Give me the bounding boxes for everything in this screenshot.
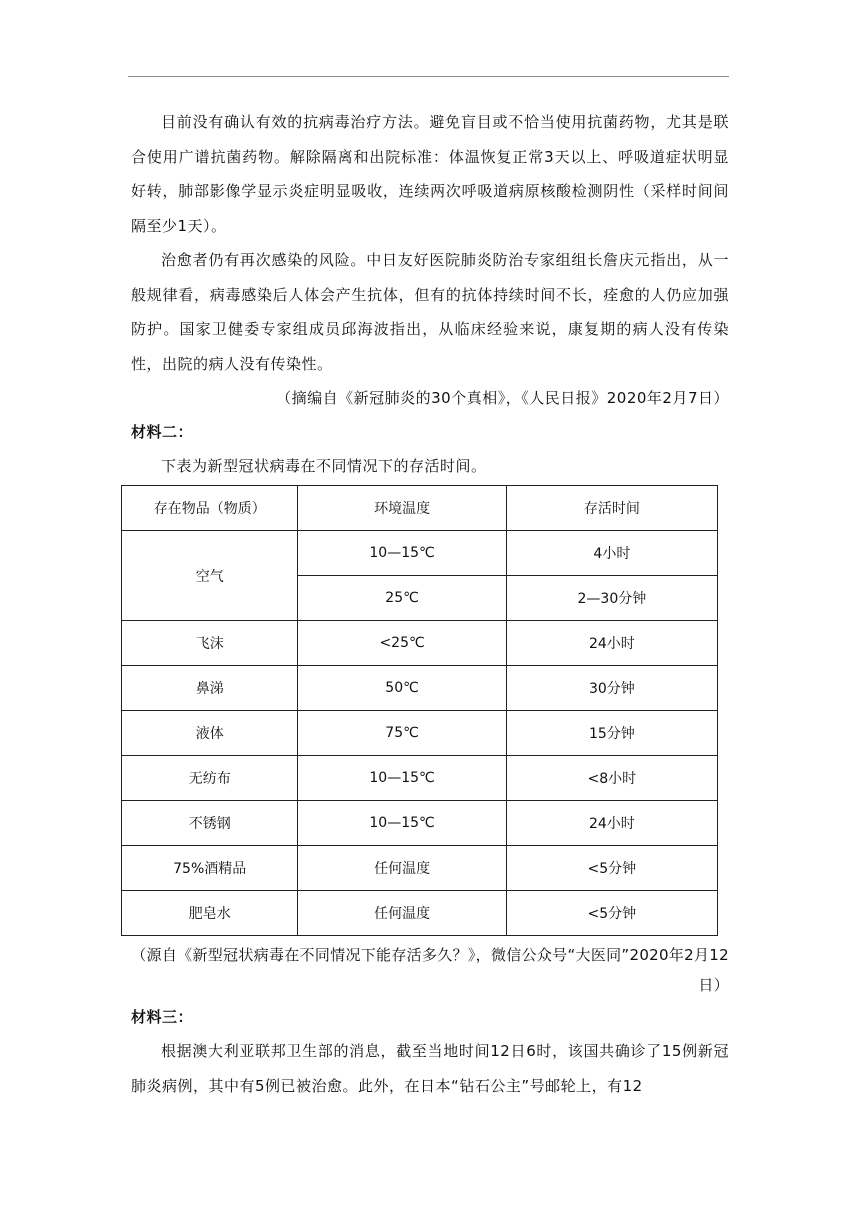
header-survival-time: 存活时间 [506,486,717,531]
cell-temp: 25℃ [298,576,506,621]
cell-item: 液体 [122,711,298,756]
cell-item: 肥皂水 [122,891,298,936]
cell-temp: 任何温度 [298,891,506,936]
cell-temp: 10—15℃ [298,531,506,576]
cell-time: <8小时 [506,756,717,801]
table-row [122,666,718,711]
table-intro: 下表为新型冠状病毒在不同情况下的存活时间。 [161,457,487,475]
cell-time: 24小时 [506,801,717,846]
cell-time: 15分钟 [506,711,717,756]
table-row [122,621,718,666]
cell-time: 4小时 [506,531,717,576]
cell-time: 24小时 [506,621,717,666]
material1-paragraph-2: 治愈者仍有再次感染的风险。中日友好医院肺炎防治专家组组长詹庆元指出，从一般规律看，病毒感染后人体会产生抗体，但有的抗体持续时间不长，痊愈的人仍应加强防护。国家卫健委专家组成员邱海波指出，从临床经验来说，康复期的病人没有传染性，出院的病人没有传染性。 [131,251,729,373]
material1-citation: （摘编自《新冠肺炎的30个真相》，《人民日报》2020年2月7日） [276,389,729,407]
cell-time: <5分钟 [506,891,717,936]
table-source: （源自《新型冠状病毒在不同情况下能存活多久？》，微信公众号“大医同”2020年2月12日） [131,946,729,994]
cell-item: 飞沫 [122,621,298,666]
header-temperature: 环境温度 [298,486,506,531]
cell-temp: <25℃ [298,621,506,666]
table-row [122,846,718,891]
cell-temp: 75℃ [298,711,506,756]
cell-temp: 10—15℃ [298,756,506,801]
header-rule [128,76,729,77]
cell-item-air: 空气 [122,531,298,621]
document-body [131,105,729,1103]
material3-paragraph: 根据澳大利亚联邦卫生部的消息，截至当地时间12日6时，该国共确诊了15例新冠肺炎病例，其中有5例已被治愈。此外，在日本“钻石公主”号邮轮上，有12 [131,1042,729,1095]
table-row [122,711,718,756]
table-row [122,801,718,846]
material3-heading: 材料三： [131,1008,194,1026]
cell-temp: 10—15℃ [298,801,506,846]
header-item: 存在物品（物质） [122,486,298,531]
cell-item: 鼻涕 [122,666,298,711]
table-row [122,531,718,576]
cell-time: 30分钟 [506,666,717,711]
cell-time: <5分钟 [506,846,717,891]
cell-item: 75%酒精品 [122,846,298,891]
cell-item: 不锈钢 [122,801,298,846]
cell-temp: 50℃ [298,666,506,711]
material2-heading: 材料二： [131,423,194,441]
survival-time-table [121,485,718,936]
cell-temp: 任何温度 [298,846,506,891]
material1-paragraph-1: 目前没有确认有效的抗病毒治疗方法。避免盲目或不恰当使用抗菌药物，尤其是联合使用广谱抗菌药物。解除隔离和出院标准：体温恢复正常3天以上、呼吸道症状明显好转，肺部影像学显示炎症明显吸收，连续两次呼吸道病原核酸检测阴性（采样时间间隔至少1天）。 [131,113,729,235]
cell-time: 2—30分钟 [506,576,717,621]
table-row [122,891,718,936]
table-header-row [122,486,718,531]
table-row [122,756,718,801]
cell-item: 无纺布 [122,756,298,801]
